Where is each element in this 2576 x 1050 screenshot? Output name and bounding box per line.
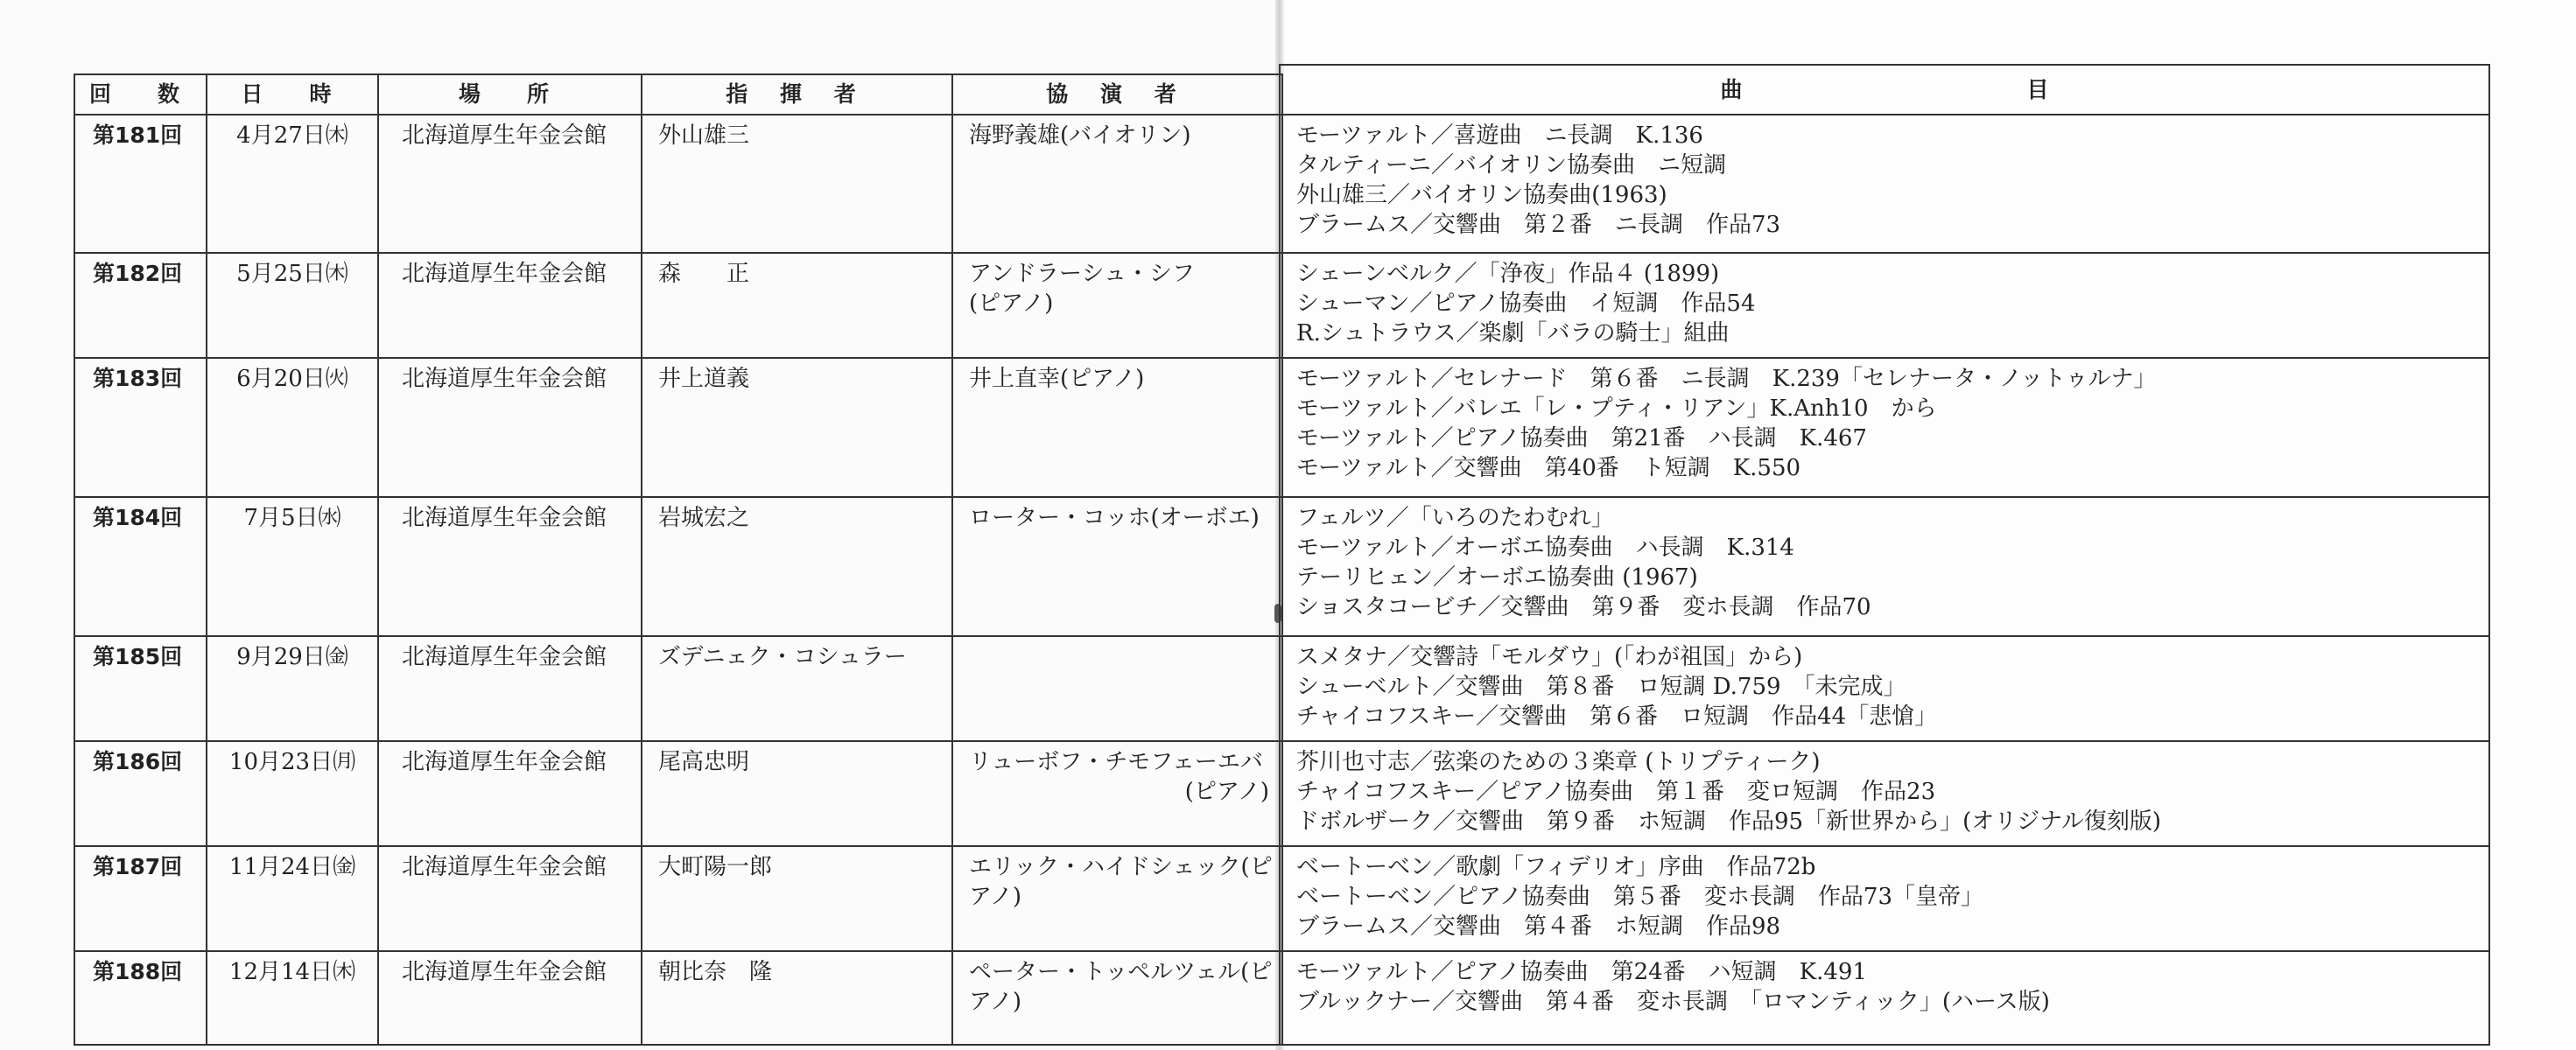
program-row xyxy=(1280,846,2489,951)
concert-venue: 北海道厚生年金会館 xyxy=(378,636,642,741)
soloist-line: 海野義雄(バイオリン) xyxy=(969,122,1191,149)
program-piece: ブラームス／交響曲 第２番 ニ長調 作品73 xyxy=(1296,212,1781,238)
program-cell xyxy=(1280,951,2489,1045)
table-row xyxy=(74,115,1282,253)
concert-number: 第181回 xyxy=(74,115,207,253)
program-piece: チャイコフスキー／交響曲 第６番 ロ短調 作品44「悲愴」 xyxy=(1296,704,1938,730)
program-piece: フェルツ／「いろのたわむれ」 xyxy=(1296,505,1614,531)
program-cell xyxy=(1280,846,2489,951)
program-piece: モーツァルト／オーボエ協奏曲 ハ長調 K.314 xyxy=(1296,535,1794,561)
concert-date: 12月14日㈭ xyxy=(207,951,378,1045)
concert-number: 第184回 xyxy=(74,497,207,636)
program-row xyxy=(1280,497,2489,636)
table-row xyxy=(74,497,1282,636)
header-program-left: 曲 xyxy=(1720,76,1743,102)
concert-soloist xyxy=(952,636,1282,741)
table-row xyxy=(74,358,1282,497)
concert-date: 11月24日㈮ xyxy=(207,846,378,951)
program-row xyxy=(1280,636,2489,741)
concert-venue: 北海道厚生年金会館 xyxy=(378,497,642,636)
concert-venue: 北海道厚生年金会館 xyxy=(378,253,642,358)
program-piece: シューベルト／交響曲 第８番 ロ短調 D.759 「未完成」 xyxy=(1296,674,1906,700)
program-piece: ベートーベン／歌劇「フィデリオ」序曲 作品72b xyxy=(1296,854,1816,880)
concert-conductor: 外山雄三 xyxy=(642,115,952,253)
concert-date: 10月23日㈪ xyxy=(207,741,378,846)
concert-number: 第188回 xyxy=(74,951,207,1045)
concert-number: 第183回 xyxy=(74,358,207,497)
program-piece: R.シュトラウス／楽劇「バラの騎士」組曲 xyxy=(1296,320,1730,346)
header-program-right: 目 xyxy=(2026,76,2049,102)
concert-date: 7月5日㈬ xyxy=(207,497,378,636)
program-piece: タルティーニ／バイオリン協奏曲 ニ短調 xyxy=(1296,152,1727,178)
concert-soloist xyxy=(952,253,1282,358)
program-piece: シューマン／ピアノ協奏曲 イ短調 作品54 xyxy=(1296,290,1756,317)
concert-conductor: 岩城宏之 xyxy=(642,497,952,636)
concert-soloist xyxy=(952,951,1282,1045)
concert-conductor: 井上道義 xyxy=(642,358,952,497)
concert-soloist xyxy=(952,497,1282,636)
concert-number: 第185回 xyxy=(74,636,207,741)
table-row xyxy=(74,951,1282,1045)
concert-soloist xyxy=(952,741,1282,846)
program-row xyxy=(1280,358,2489,497)
header-date: 日 時 xyxy=(207,74,378,115)
header-venue: 場 所 xyxy=(378,74,642,115)
program-row xyxy=(1280,115,2489,253)
concert-venue: 北海道厚生年金会館 xyxy=(378,741,642,846)
concert-soloist xyxy=(952,115,1282,253)
concert-number: 第186回 xyxy=(74,741,207,846)
concert-number: 第187回 xyxy=(74,846,207,951)
concert-venue: 北海道厚生年金会館 xyxy=(378,358,642,497)
program-cell xyxy=(1280,497,2489,636)
program-piece: モーツァルト／交響曲 第40番 ト短調 K.550 xyxy=(1296,455,1801,481)
program-piece: ベートーベン／ピアノ協奏曲 第５番 変ホ長調 作品73「皇帝」 xyxy=(1296,884,1984,910)
table-row xyxy=(74,253,1282,358)
soloist-line: アンドラーシュ・シフ xyxy=(969,261,1195,287)
program-piece: モーツァルト／ピアノ協奏曲 第24番 ハ短調 K.491 xyxy=(1296,959,1867,985)
soloist-line: ペーター・トッペルツェル(ピ xyxy=(969,959,1273,985)
soloist-line: エリック・ハイドシェック(ピ xyxy=(969,854,1273,880)
program-piece: モーツァルト／ピアノ協奏曲 第21番 ハ長調 K.467 xyxy=(1296,425,1867,452)
program-piece: ドボルザーク／交響曲 第９番 ホ短調 作品95「新世界から」(オリジナル復刻版) xyxy=(1296,808,2162,835)
program-piece: スメタナ／交響詩「モルダウ」(「わが祖国」から) xyxy=(1296,644,1803,670)
concert-soloist xyxy=(952,358,1282,497)
program-cell xyxy=(1280,636,2489,741)
concert-venue: 北海道厚生年金会館 xyxy=(378,951,642,1045)
program-piece: チャイコフスキー／ピアノ協奏曲 第１番 変ロ短調 作品23 xyxy=(1296,779,1936,805)
program-piece: シェーンベルク／「浄夜」作品４ (1899) xyxy=(1296,261,1720,287)
header-soloist: 協 演 者 xyxy=(952,74,1282,115)
soloist-line: リューボフ・チモフェーエバ xyxy=(969,749,1263,775)
program-row xyxy=(1280,741,2489,846)
soloist-line: (ピアノ) xyxy=(1184,779,1269,805)
header-conductor: 指 揮 者 xyxy=(642,74,952,115)
concert-conductor: 朝比奈 隆 xyxy=(642,951,952,1045)
program-piece: ブルックナー／交響曲 第４番 変ホ長調 「ロマンティック」(ハース版) xyxy=(1296,989,2050,1015)
program-piece: モーツァルト／セレナード 第６番 ニ長調 K.239「セレナータ・ノットゥルナ」 xyxy=(1296,366,2157,392)
soloist-line: ローター・コッホ(オーボエ) xyxy=(969,505,1260,531)
program-piece: テーリヒェン／オーボエ協奏曲 (1967) xyxy=(1296,564,1698,591)
table-row xyxy=(74,741,1282,846)
concert-conductor: ズデニェク・コシュラー xyxy=(642,636,952,741)
concert-date: 5月25日㈭ xyxy=(207,253,378,358)
program-piece: ブラームス／交響曲 第４番 ホ短調 作品98 xyxy=(1296,914,1781,940)
concert-date: 4月27日㈭ xyxy=(207,115,378,253)
concert-conductor: 尾高忠明 xyxy=(642,741,952,846)
concert-conductor: 森 正 xyxy=(642,253,952,358)
soloist-line: (ピアノ) xyxy=(969,290,1054,317)
concert-venue: 北海道厚生年金会館 xyxy=(378,115,642,253)
program-cell xyxy=(1280,115,2489,253)
concert-soloist xyxy=(952,846,1282,951)
header-row-right xyxy=(1280,65,2489,115)
program-piece: 芥川也寸志／弦楽のための３楽章 (トリプティーク) xyxy=(1296,749,1821,775)
soloist-line: 井上直幸(ピアノ) xyxy=(969,366,1145,392)
concert-conductor: 大町陽一郎 xyxy=(642,846,952,951)
concert-table-left xyxy=(74,74,1283,1046)
soloist-line: アノ) xyxy=(969,989,1022,1015)
table-row xyxy=(74,636,1282,741)
program-row xyxy=(1280,253,2489,358)
soloist-line: アノ) xyxy=(969,884,1022,910)
program-cell xyxy=(1280,253,2489,358)
program-piece: モーツァルト／バレエ「レ・プティ・リアン」K.Anh10 から xyxy=(1296,396,1937,422)
concert-venue: 北海道厚生年金会館 xyxy=(378,846,642,951)
program-cell xyxy=(1280,358,2489,497)
concert-date: 6月20日㈫ xyxy=(207,358,378,497)
header-number: 回 数 xyxy=(74,74,207,115)
program-piece: モーツァルト／喜遊曲 ニ長調 K.136 xyxy=(1296,122,1703,149)
program-piece: ショスタコービチ／交響曲 第９番 変ホ長調 作品70 xyxy=(1296,594,1871,620)
header-row-left xyxy=(74,74,1282,115)
concert-date: 9月29日㈮ xyxy=(207,636,378,741)
program-piece: 外山雄三／バイオリン協奏曲(1963) xyxy=(1296,182,1667,208)
table-row xyxy=(74,846,1282,951)
concert-number: 第182回 xyxy=(74,253,207,358)
program-table-right xyxy=(1279,64,2490,1046)
program-row xyxy=(1280,951,2489,1045)
program-cell xyxy=(1280,741,2489,846)
header-program xyxy=(1280,65,2489,115)
